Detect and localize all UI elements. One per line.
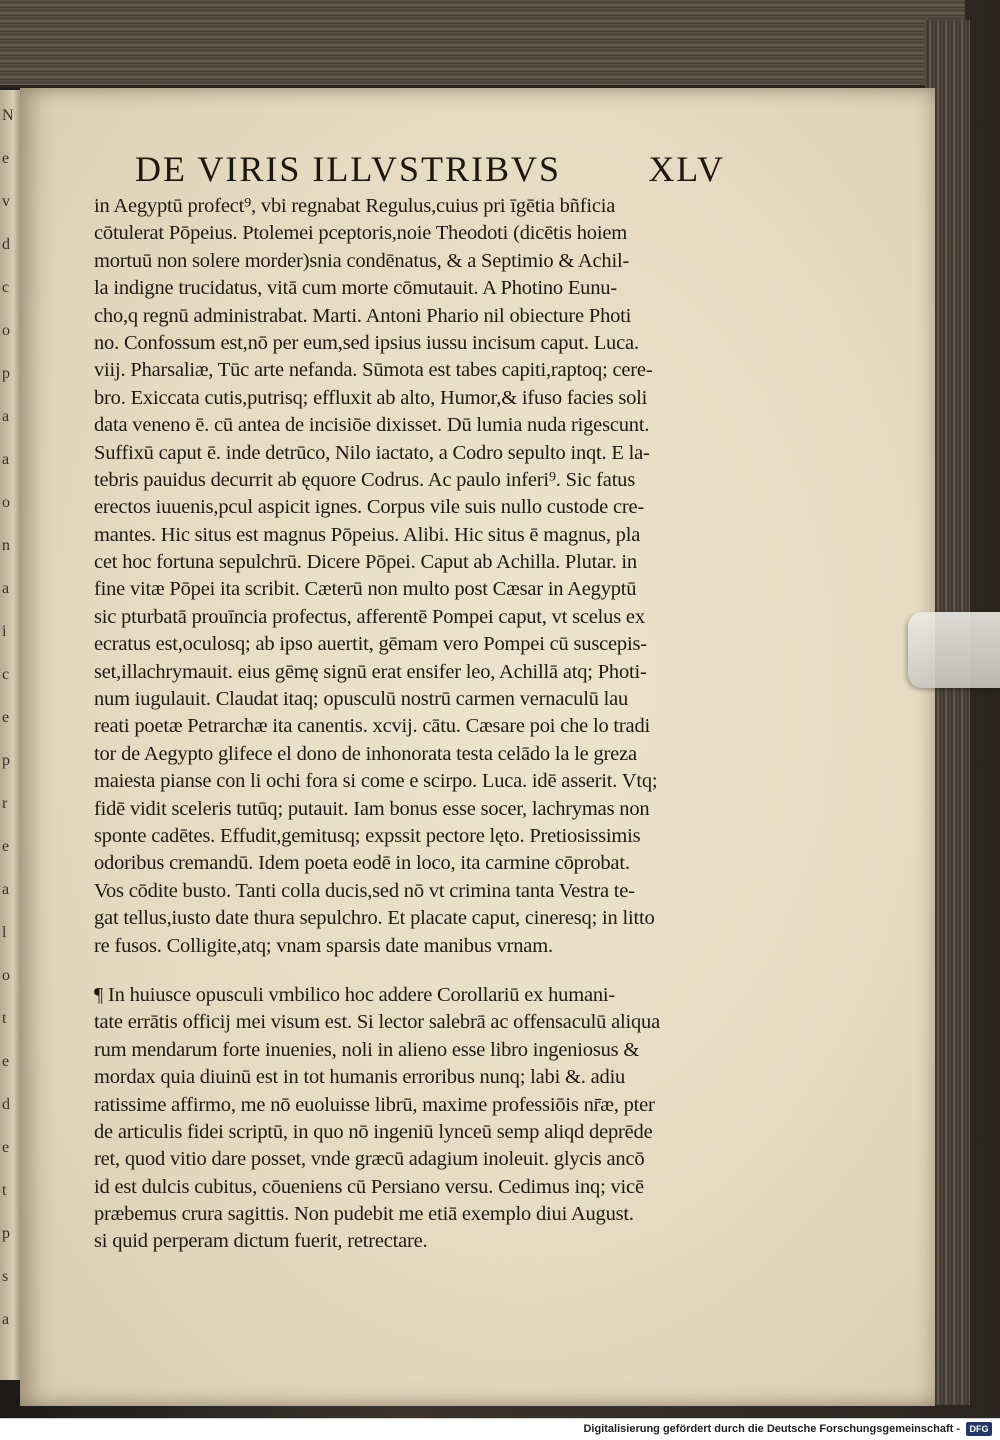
facing-page-fragment: p	[2, 365, 10, 382]
text-line: in Aegyptū profect⁹, vbi regnabat Regulus,cuius pri īgētia bñficia	[94, 195, 616, 217]
facing-page-fragment: s	[2, 1268, 9, 1285]
facing-page-fragment: i	[2, 623, 7, 640]
digitization-footer	[0, 1418, 1000, 1440]
text-line: tate errātis officij mei visum est. Si lector salebrā ac offensaculū aliqua	[94, 1011, 661, 1034]
text-line: sponte cadētes. Effudit,gemitusq; expssit pectore lęto. Pretiosissimis	[94, 824, 641, 847]
text-line: gat tellus,iusto date thura sepulchro. Et placate caput, cineresq; in litto	[94, 907, 655, 930]
facing-page-fragment: p	[2, 1225, 10, 1242]
facing-page-fragment: N	[2, 107, 14, 124]
facing-page-fragment: d	[2, 1096, 10, 1113]
text-line: ecratus est,oculosq; ab ipso auertit, gēmam vero Pompei cū suscepis-	[94, 633, 647, 656]
facing-page-fragment: e	[2, 1139, 10, 1156]
facing-page-fragment: o	[2, 967, 10, 984]
text-line: ratissime affirmo, me nō euoluisse librū, maxime professiōis nr̄æ, pter	[94, 1093, 655, 1116]
facing-page-fragment: a	[2, 1311, 10, 1328]
book-top-edge	[0, 0, 965, 88]
text-line: viij. Pharsaliæ, Tūc arte nefanda. Sūmota est tabes capiti,raptoq; cere-	[94, 359, 653, 382]
facing-page-fragment: a	[2, 451, 10, 468]
text-line: fine vitæ Pōpei ita scribit. Cæterū non multo post Cæsar in Aegyptū	[94, 578, 637, 601]
text-line: erectos iuuenis,pcul aspicit ignes. Corpus vile suis nullo custode cre-	[94, 496, 645, 519]
running-head	[135, 148, 725, 190]
dfg-logo: DFG	[966, 1422, 992, 1436]
facing-page-fragment: d	[2, 236, 10, 253]
facing-page-fragment: t	[2, 1010, 7, 1027]
facing-page-fragment: o	[2, 322, 10, 339]
facing-page-fragment: p	[2, 752, 10, 769]
facing-page-fragment: t	[2, 1182, 7, 1199]
facing-page-fragment: o	[2, 494, 10, 511]
text-line: præbemus crura sagittis. Non pudebit me etiā exemplo diui August.	[94, 1203, 634, 1226]
text-line: cet hoc fortuna sepulchrū. Dicere Pōpei. Caput ab Achilla. Plutar. in	[94, 551, 637, 574]
text-line: no. Confossum est,nō per eum,sed ipsius iussu incisum caput. Luca.	[94, 331, 639, 354]
text-line: de articulis fidei scriptū, in quo nō ingeniū lynceū semp aliqd deprēde	[94, 1120, 653, 1143]
text-line: data veneno ē. cū antea de incisiōe dixisset. Dū lumia nuda rigescunt.	[94, 414, 650, 437]
text-line: ¶ In huiusce opusculi vmbilico hoc addere Corollariū ex humani-	[94, 983, 616, 1006]
text-line: mortuū non solere morder)snia condēnatus, & a Septimio & Achil-	[94, 249, 630, 272]
facing-page-fragment: a	[2, 580, 10, 597]
text-line: la indigne trucidatus, vitā cum morte cōmutauit. A Photino Eunu-	[94, 277, 617, 300]
text-line: ret, quod vitio dare posset, vnde græcū adagium inoleuit. glycis ancō	[94, 1148, 645, 1171]
text-line: cōtulerat Pōpeius. Ptolemei pceptoris,noie Theodoti (dicētis hoiem	[94, 222, 627, 245]
text-line: tor de Aegypto glifece el dono de inhonorata testa celādo la le greza	[94, 742, 637, 765]
text-line: re fusos. Colligite,atq; vnam sparsis date manibus vrnam.	[94, 934, 553, 957]
text-line: maiesta pianse con li ochi fora si come e scirpo. Luca. idē asserit. Vtq;	[94, 770, 658, 793]
facing-page-fragment: n	[2, 537, 10, 554]
text-line: id est dulcis cubitus, cōueniens cū Persiano versu. Cedimus inq; vicē	[94, 1175, 644, 1198]
main-paragraph	[94, 193, 759, 960]
facing-page-fragment: e	[2, 709, 10, 726]
facing-page-fragment: c	[2, 666, 10, 683]
text-line: reati poetæ Petrarchæ ita canentis. xcvij. cātu. Cæsare poi che lo tradi	[94, 715, 650, 738]
running-head-title: DE VIRIS ILLVSTRIBVS	[135, 149, 562, 189]
text-line: Vos cōdite busto. Tanti colla ducis,sed nō vt crimina tanta Vestra te-	[94, 879, 635, 902]
text-line: bro. Exiccata cutis,putrisq; effluxit ab alto, Humor,& ifuso facies soli	[94, 386, 648, 409]
text-line: fidē vidit sceleris tutūq; putauit. Iam bonus esse socer, lachrymas non	[94, 797, 650, 820]
text-line: odoribus cremandū. Idem poeta eodē in loco, ita carmine cōprobat.	[94, 852, 630, 875]
text-line: si quid perperam dictum fuerit, retrectare.	[94, 1230, 428, 1253]
page-clamp	[908, 612, 1000, 688]
text-line: set,illachrymauit. eius gēmę signū erat ensifer leo, Achillā atq; Photi-	[94, 660, 647, 683]
facing-page-fragment: e	[2, 838, 10, 855]
folio-number: XLV	[648, 149, 725, 189]
funding-credit: Digitalisierung gefördert durch die Deutsche Forschungsgemeinschaft -	[583, 1423, 960, 1435]
facing-page-fragment: l	[2, 924, 7, 941]
facing-page-fragment: v	[2, 193, 10, 210]
facing-page-edge	[0, 90, 22, 1380]
text-line: mordax quia diuinū est in tot humanis erroribus nunq; labi &. adiu	[94, 1066, 626, 1089]
facing-page-fragment: c	[2, 279, 10, 296]
facing-page-fragment: a	[2, 881, 10, 898]
text-line: num iugulauit. Claudat itaq; opusculū nostrū carmen vernaculū lau	[94, 688, 629, 711]
corollary-paragraph	[94, 982, 759, 1256]
text-line: Suffixū caput ē. inde detrūco, Nilo iactato, a Codro sepulto inqt. E la-	[94, 441, 650, 464]
body-text	[94, 193, 759, 1256]
facing-page-fragment: e	[2, 150, 10, 167]
facing-page-fragment: e	[2, 1053, 10, 1070]
text-line: mantes. Hic situs est magnus Pōpeius. Alibi. Hic situs ē magnus, pla	[94, 523, 641, 546]
facing-page-fragment: a	[2, 408, 10, 425]
text-line: sic pturbatā prouīncia profectus, afferentē Pompei caput, vt scelus ex	[94, 605, 645, 628]
text-line: tebris pauidus decurrit ab ęquore Codrus. Ac paulo inferi⁹. Sic fatus	[94, 468, 636, 491]
facing-page-fragment: r	[2, 795, 8, 812]
text-line: cho,q regnū administrabat. Marti. Antoni Phario nil obiecture Photi	[94, 304, 632, 327]
text-line: rum mendarum forte inuenies, noli in alieno esse libro ingeniosus &	[94, 1038, 640, 1061]
